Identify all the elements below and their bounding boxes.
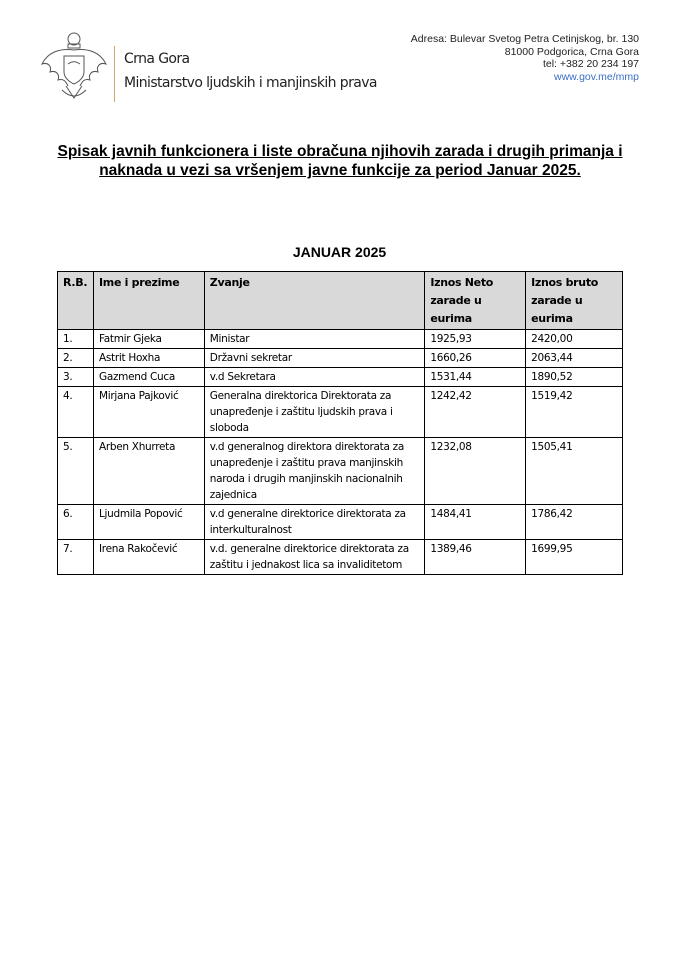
- cell-net: 1531,44: [425, 368, 526, 387]
- table-row: [58, 330, 623, 349]
- cell-rb: 7.: [58, 540, 94, 575]
- cell-rb: 3.: [58, 368, 94, 387]
- cell-name: Astrit Hoxha: [93, 349, 204, 368]
- cell-net: 1484,41: [425, 505, 526, 540]
- cell-gross: 1699,95: [526, 540, 623, 575]
- col-name: Ime i prezime: [93, 272, 204, 330]
- cell-rb: 1.: [58, 330, 94, 349]
- cell-title: v.d generalnog direktora direktorata za unapređenje i zaštitu prava manjinskih naroda i drugih manjinskih nacionalnih zajednica: [204, 438, 425, 505]
- cell-net: 1660,26: [425, 349, 526, 368]
- cell-name: Arben Xhurreta: [93, 438, 204, 505]
- col-title: Zvanje: [204, 272, 425, 330]
- table-row: [58, 387, 623, 438]
- table-row: [58, 540, 623, 575]
- table-row: [58, 368, 623, 387]
- document-title: Spisak javnih funkcionera i liste obračuna njihovih zarada i drugih primanja i naknada u vezi sa vršenjem javne funkcije za period Januar 2025.: [57, 143, 623, 179]
- address-line1: Adresa: Bulevar Svetog Petra Cetinjskog, br. 130: [410, 33, 639, 45]
- cell-name: Gazmend Cuca: [93, 368, 204, 387]
- month-heading: JANUAR 2025: [292, 244, 387, 260]
- website-link[interactable]: www.gov.me/mmp: [554, 70, 639, 83]
- cell-rb: 6.: [58, 505, 94, 540]
- cell-title: v.d generalne direktorice direktorata za interkulturalnost: [204, 505, 425, 540]
- cell-gross: 1505,41: [526, 438, 623, 505]
- table-row: [58, 438, 623, 505]
- cell-rb: 4.: [58, 387, 94, 438]
- cell-name: Ljudmila Popović: [93, 505, 204, 540]
- header-divider: [114, 46, 115, 102]
- cell-net: 1925,93: [425, 330, 526, 349]
- cell-title: Ministar: [204, 330, 425, 349]
- cell-name: Irena Rakočević: [93, 540, 204, 575]
- cell-name: Mirjana Pajković: [93, 387, 204, 438]
- cell-rb: 2.: [58, 349, 94, 368]
- cell-title: v.d Sekretara: [204, 368, 425, 387]
- col-gross: Iznos bruto zarade u eurima: [526, 272, 623, 330]
- coat-of-arms-logo: [40, 30, 108, 102]
- table-row: [58, 505, 623, 540]
- cell-net: 1242,42: [425, 387, 526, 438]
- table-header-row: [58, 272, 623, 330]
- salary-table: [57, 271, 623, 575]
- cell-gross: 1890,52: [526, 368, 623, 387]
- cell-net: 1389,46: [425, 540, 526, 575]
- cell-title: v.d. generalne direktorice direktorata za zaštitu i jednakost lica sa invaliditetom: [204, 540, 425, 575]
- col-net: Iznos Neto zarade u eurima: [425, 272, 526, 330]
- address-line2: 81000 Podgorica, Crna Gora: [504, 45, 639, 58]
- org-country: Crna Gora: [124, 51, 190, 67]
- cell-gross: 2063,44: [526, 349, 623, 368]
- col-rb: R.B.: [58, 272, 94, 330]
- cell-title: Generalna direktorica Direktorata za unapređenje i zaštitu ljudskih prava i sloboda: [204, 387, 425, 438]
- cell-title: Državni sekretar: [204, 349, 425, 368]
- phone: tel: +382 20 234 197: [542, 58, 639, 70]
- cell-gross: 1786,42: [526, 505, 623, 540]
- table-row: [58, 349, 623, 368]
- cell-name: Fatmir Gjeka: [93, 330, 204, 349]
- org-ministry: Ministarstvo ljudskih i manjinskih prava: [124, 75, 377, 91]
- cell-rb: 5.: [58, 438, 94, 505]
- cell-gross: 1519,42: [526, 387, 623, 438]
- contact-block: [411, 33, 639, 83]
- cell-net: 1232,08: [425, 438, 526, 505]
- cell-gross: 2420,00: [526, 330, 623, 349]
